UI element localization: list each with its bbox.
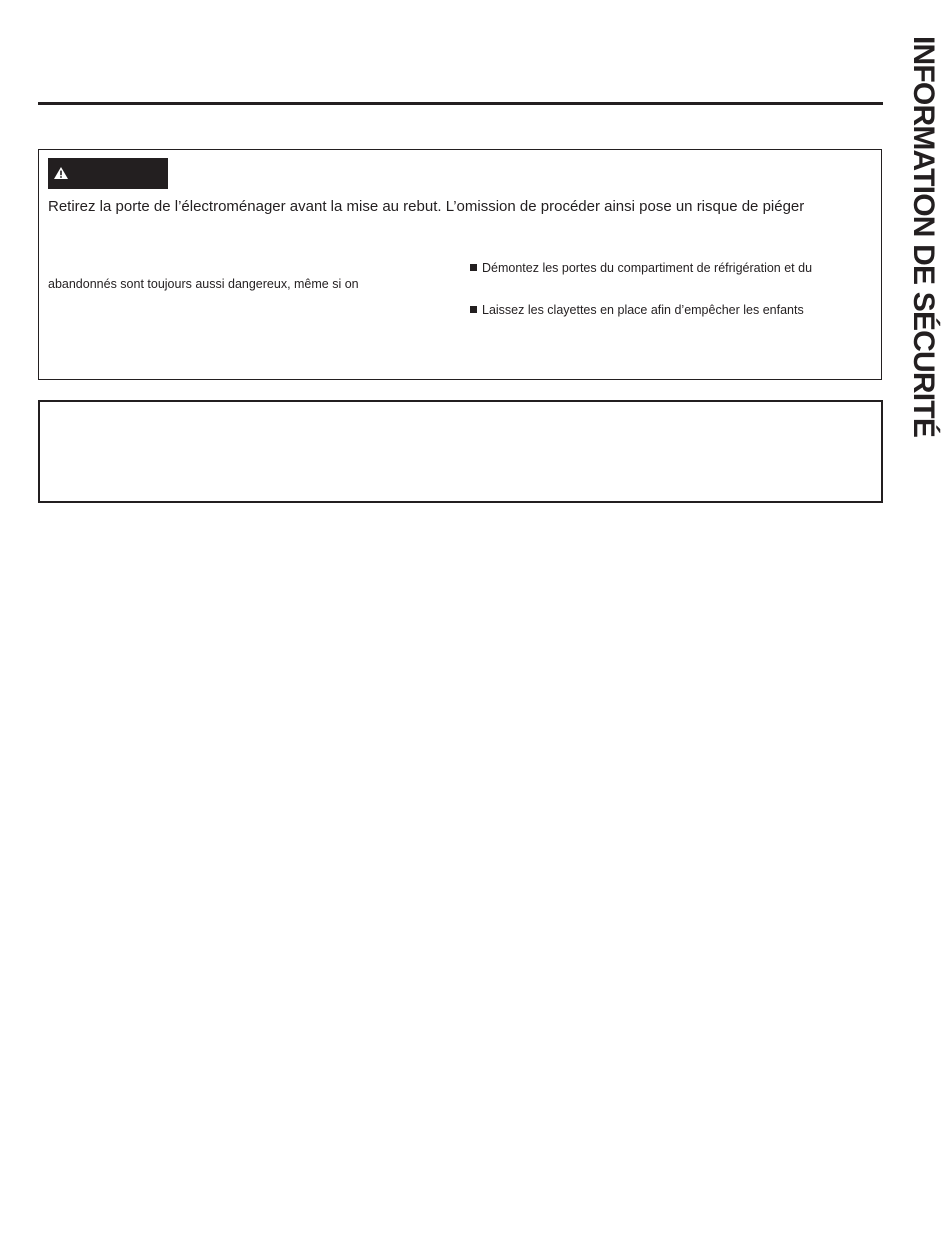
warning-bullet [470, 303, 804, 317]
warning-bullet [470, 261, 812, 275]
warning-triangle-icon [54, 167, 68, 179]
side-section-title: INFORMATION DE SÉCURITÉ [907, 36, 940, 438]
bullet-text: Démontez les portes du compartiment de réfrigération et du [482, 261, 813, 275]
notice-box [38, 400, 883, 503]
bullet-text: Laissez les clayettes en place afin d’empêcher les enfants [482, 303, 804, 317]
warning-intro-text: Retirez la porte de l’électroménager avant la mise au rebut. L’omission de procéder ainsi pose un risque de piéger [48, 198, 805, 215]
top-divider [38, 102, 883, 105]
bullet-square-icon [470, 264, 477, 271]
warning-banner [48, 158, 168, 189]
warning-box [38, 149, 882, 380]
bullet-square-icon [470, 306, 477, 313]
warning-left-text: abandonnés sont toujours aussi dangereux, même si on [48, 277, 359, 291]
